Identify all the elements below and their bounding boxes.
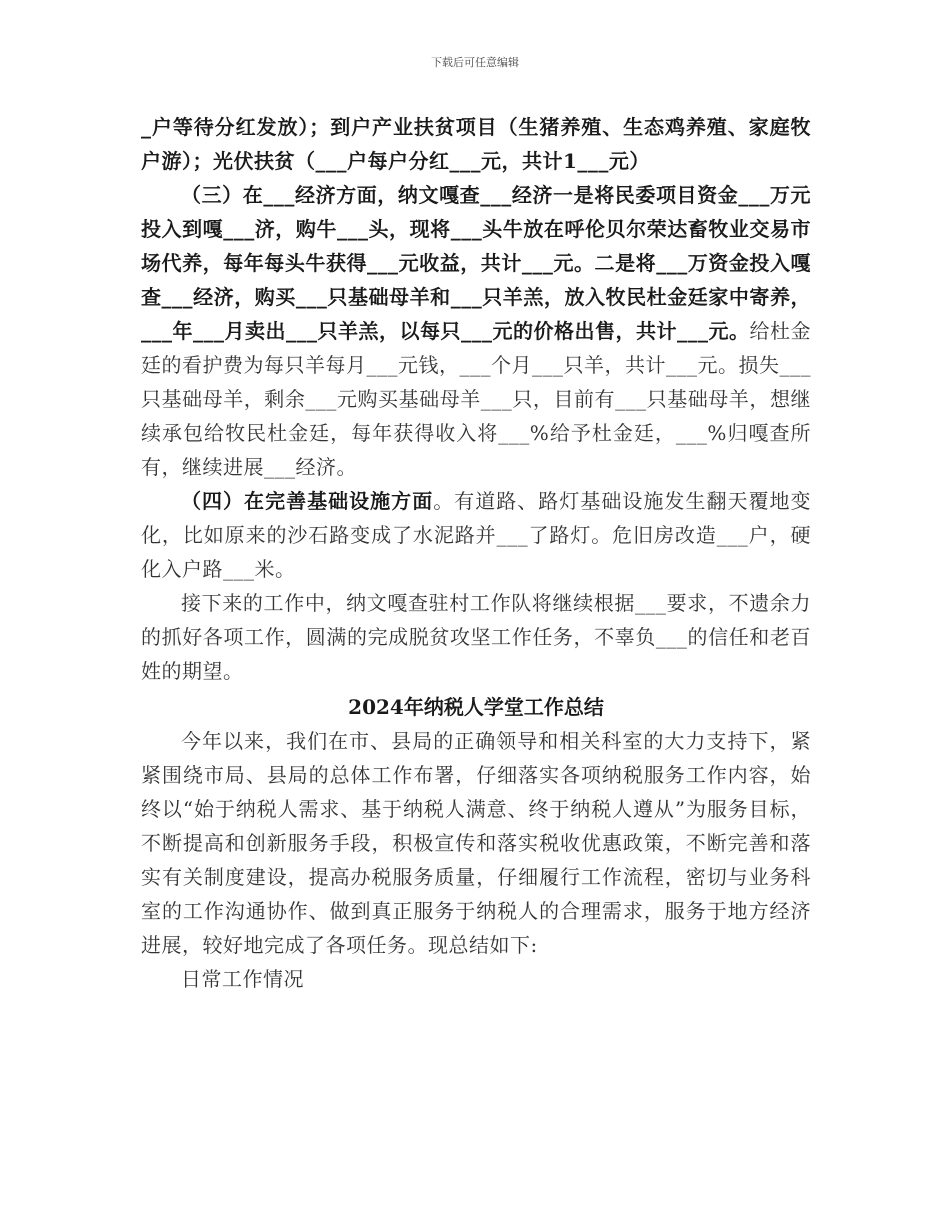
paragraph-economy-normal: 给杜金廷的看护费为每只羊每月___元钱，___个月___只羊，共计___元。损失___只基础母羊，剩余___元购买基础母羊___只，目前有___只基础母羊，想继续承包给牧民杜金廷，每年获得收入将___%给予杜金廷，___%归嘎查所有，继续进展___经济。 — [141, 319, 811, 479]
page-header: 下载后可任意编辑 — [431, 56, 519, 69]
paragraph-economy-bold: （三）在___经济方面，纳文嘎查___经济一是将民委项目资金___万元投入到嘎___济，购牛___头，现将___头牛放在呼伦贝尔荣达畜牧业交易市场代养，每年每头牛获得___元收益，共计___元。二是将___万资金投入嘎查___经济，购买___只基础母羊和___只羊羔，放入牧民杜金廷家中寄养，___年___月卖出___只羊羔，以每只___元的价格出售，共计___元。 — [141, 183, 811, 343]
paragraph-economy — [141, 178, 811, 484]
section-heading-daily-work: 日常工作情况 — [181, 967, 304, 991]
paragraph-summary-intro: 今年以来，我们在市、县局的正确领导和相关科室的大力支持下，紧紧围绕市局、县局的总体工作布署，仔细落实各项纳税服务工作内容，始终以“始于纳税人需求、基于纳税人满意、终于纳税人遵从”为服务目标，不断提高和创新服务手段，积极宣传和落实税收优惠政策，不断完善和落实有关制度建设，提高办税服务质量，仔细履行工作流程，密切与业务科室的工作沟通协作、做到真正服务于纳税人的合理需求，服务于地方经济进展，较好地完成了各项任务。现总结如下: — [141, 729, 811, 957]
paragraph-infrastructure-bold: （四）在完善基础设施方面 — [181, 489, 434, 513]
paragraph-next-steps: 接下来的工作中，纳文嘎查驻村工作队将继续根据___要求，不遗余力的抓好各项工作，圆满的完成脱贫攻坚工作任务，不辜负___的信任和老百姓的期望。 — [141, 591, 811, 683]
paragraph-poverty-projects: _户等待分红发放）；到户产业扶贫项目（生猪养殖、生态鸡养殖、家庭牧户游）；光伏扶贫（___户每户分红___元，共计1___元） — [141, 115, 811, 173]
document-title: 2024年纳税人学堂工作总结 — [348, 695, 604, 719]
paragraph-infrastructure-normal: 。有道路、路灯基础设施发生翻天覆地变化，比如原来的沙石路变成了水泥路并___了路灯。危旧房改造___户，硬化入户路___米。 — [141, 489, 812, 581]
paragraph-infrastructure — [141, 484, 811, 586]
document-body — [141, 110, 811, 996]
